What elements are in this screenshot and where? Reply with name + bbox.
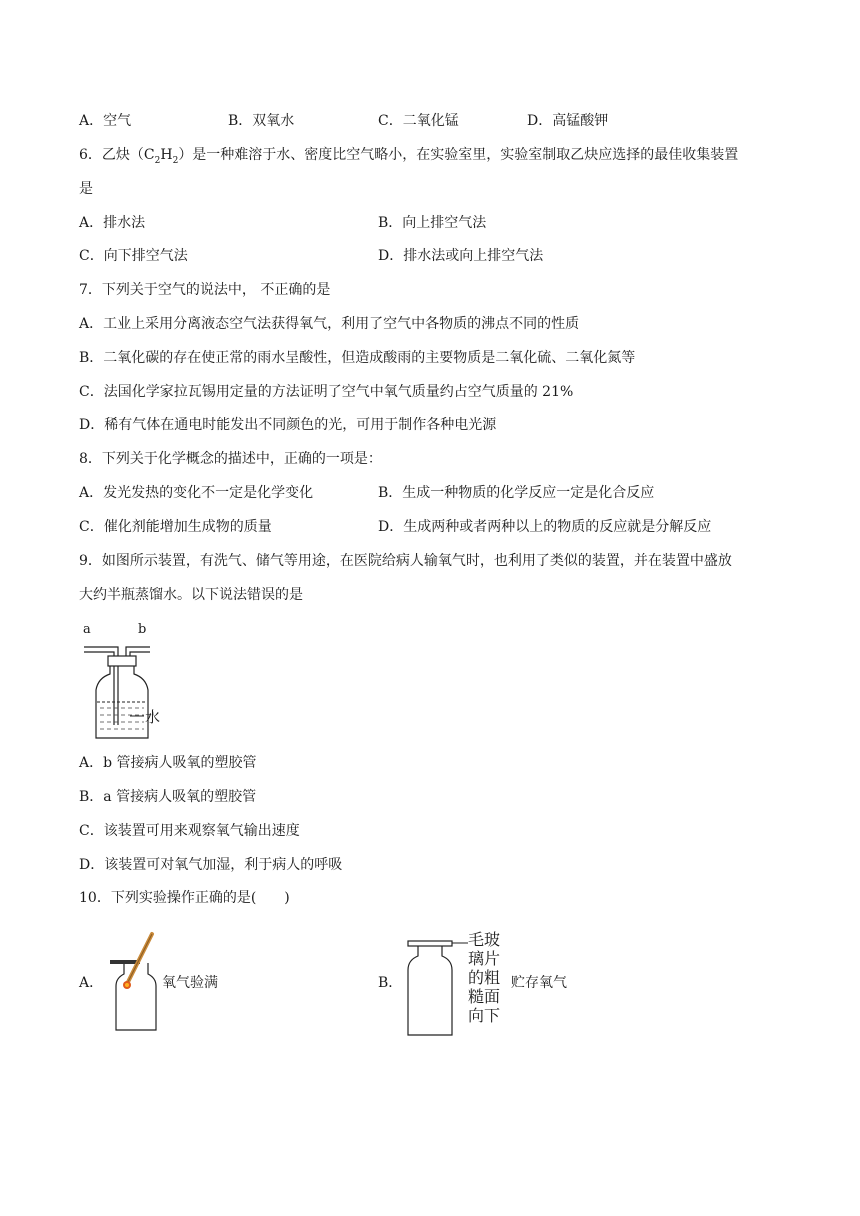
q9-option-b: B．a 管接病人吸氧的塑胶管 (79, 789, 257, 805)
q9-stem-line1: 9．如图所示装置，有洗气、储气等用途，在医院给病人输氧气时，也利用了类似的装置，并在装置中盛放 (79, 553, 732, 569)
q8-option-a: A．发光发热的变化不一定是化学变化 (79, 485, 314, 501)
q7-stem: 7．下列关于空气的说法中， 不正确的是 (79, 282, 331, 298)
q6-option-d: D．排水法或向上排空气法 (378, 248, 544, 264)
oxygen-check-drawing (106, 930, 166, 1035)
glass-plate-note-line3: 的粗 (468, 968, 501, 987)
q6-stem-line2: 是 (79, 181, 93, 197)
q5-option-a: A．空气 (79, 113, 132, 129)
q8-option-c: C．催化剂能增加生成物的质量 (79, 519, 272, 535)
gas-washing-bottle-figure (78, 620, 188, 745)
q9-stem-line2: 大约半瓶蒸馏水。以下说法错误的是 (79, 587, 303, 603)
q10-option-b-letter: B． (378, 975, 403, 991)
q8-option-d: D．生成两种或者两种以上的物质的反应就是分解反应 (378, 519, 712, 535)
glass-plate-note-line4: 糙面 (468, 987, 501, 1006)
q5-option-d: D．高锰酸钾 (527, 113, 609, 129)
tube-a-label: a (83, 622, 91, 637)
water-label: 水 (145, 708, 161, 726)
q10-option-a-caption: 氧气验满 (162, 975, 218, 991)
glass-plate-note-line1: 毛玻 (468, 930, 501, 949)
q5-option-c: C．二氧化锰 (378, 113, 459, 129)
glass-plate-note-line2: 璃片 (468, 949, 501, 968)
q9-option-d: D．该装置可对氧气加湿，利于病人的呼吸 (79, 857, 343, 873)
q8-option-b: B．生成一种物质的化学反应一定是化合反应 (378, 485, 655, 501)
oxygen-check-figure (106, 930, 166, 1035)
tube-b-label: b (138, 622, 147, 637)
q7-option-c: C．法国化学家拉瓦锡用定量的方法证明了空气中氧气质量约占空气质量的 21% (79, 384, 574, 400)
q10-option-a-letter: A． (79, 975, 104, 991)
q10-stem: 10．下列实验操作正确的是( ) (79, 890, 290, 906)
q5-option-b: B．双氧水 (228, 113, 295, 129)
gas-washing-bottle-drawing (78, 620, 188, 745)
oxygen-storage-figure (400, 930, 470, 1040)
glass-plate-note (468, 930, 504, 1030)
oxygen-storage-drawing (400, 930, 470, 1040)
q7-option-a: A．工业上采用分离液态空气法获得氧气，利用了空气中各物质的沸点不同的性质 (79, 316, 580, 332)
q7-option-d: D．稀有气体在通电时能发出不同颜色的光，可用于制作各种电光源 (79, 417, 497, 433)
q6-option-a: A．排水法 (79, 215, 146, 231)
q6-stem: 6．乙炔$(C_2H_2)$是一种难溶于水、密度比空气略小，在实验室里，实验室制取乙炔应选择的最佳收集装置 (79, 147, 739, 166)
q10-option-b-caption: 贮存氧气 (511, 975, 567, 991)
q7-option-b: B．二氧化碳的存在使正常的雨水呈酸性，但造成酸雨的主要物质是二氧化硫、二氧化氮等 (79, 350, 636, 366)
q6-option-c: C．向下排空气法 (79, 248, 188, 264)
q8-stem: 8．下列关于化学概念的描述中，正确的一项是： (79, 451, 382, 467)
q9-option-c: C．该装置可用来观察氧气输出速度 (79, 823, 300, 839)
q6-option-b: B．向上排空气法 (378, 215, 487, 231)
glass-plate-note-line5: 向下 (468, 1006, 501, 1025)
q9-option-a: A．b 管接病人吸氧的塑胶管 (79, 755, 257, 771)
